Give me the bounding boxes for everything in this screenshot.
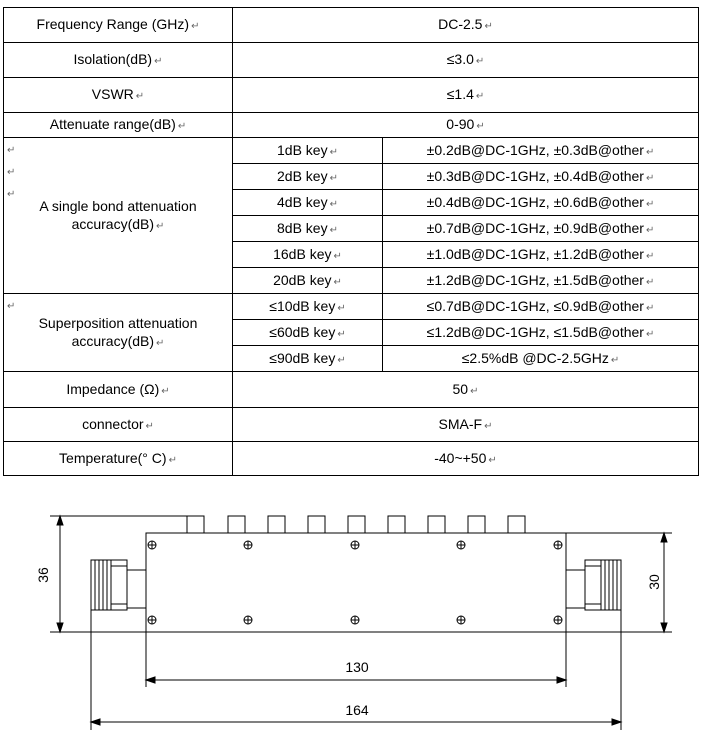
key-cell: 2dB key ↵ bbox=[233, 164, 383, 190]
connector-right bbox=[585, 560, 621, 610]
accuracy-cell: ≤0.7dB@DC-1GHz, ≤0.9dB@other ↵ bbox=[383, 294, 699, 320]
key-cell: 20dB key ↵ bbox=[233, 268, 383, 294]
screw-icon bbox=[351, 541, 359, 549]
table-row bbox=[4, 442, 699, 476]
single-bond-label-cell: ↵ ↵ ↵ A single bond attenuation accuracy(dB) ↵ bbox=[4, 138, 233, 294]
table-row bbox=[4, 372, 699, 408]
row-label: Attenuate range(dB) ↵ bbox=[4, 113, 233, 138]
screw-icon bbox=[244, 541, 252, 549]
row-label: Frequency Range (GHz) ↵ bbox=[4, 8, 233, 43]
key-button-outline bbox=[348, 516, 365, 533]
key-button-outline bbox=[468, 516, 485, 533]
row-label: Isolation(dB) ↵ bbox=[4, 43, 233, 78]
table-row bbox=[4, 8, 699, 43]
key-button-outline bbox=[268, 516, 285, 533]
row-label: connector ↵ bbox=[4, 408, 233, 442]
screw-icon bbox=[457, 616, 465, 624]
key-cell: 16dB key ↵ bbox=[233, 242, 383, 268]
key-cell: ≤10dB key ↵ bbox=[233, 294, 383, 320]
table-row bbox=[4, 138, 699, 164]
row-value: DC-2.5 ↵ bbox=[233, 8, 699, 43]
table-row bbox=[4, 43, 699, 78]
key-button-outline bbox=[388, 516, 405, 533]
accuracy-cell: ≤1.2dB@DC-1GHz, ≤1.5dB@other ↵ bbox=[383, 320, 699, 346]
accuracy-cell: ±1.0dB@DC-1GHz, ±1.2dB@other ↵ bbox=[383, 242, 699, 268]
table-row bbox=[4, 113, 699, 138]
key-button-outline bbox=[428, 516, 445, 533]
paragraph-marks: ↵ ↵ ↵ bbox=[7, 145, 16, 200]
screw-icon bbox=[148, 541, 156, 549]
row-value: 0-90 ↵ bbox=[233, 113, 699, 138]
key-button-outline bbox=[228, 516, 245, 533]
key-cell: ≤60dB key ↵ bbox=[233, 320, 383, 346]
accuracy-cell: ±0.4dB@DC-1GHz, ±0.6dB@other ↵ bbox=[383, 190, 699, 216]
screw-icon bbox=[457, 541, 465, 549]
superposition-label-cell: ↵ Superposition attenuation accuracy(dB) ↵ bbox=[4, 294, 233, 372]
attenuator-body bbox=[146, 533, 566, 632]
key-button-outline bbox=[308, 516, 325, 533]
screw-icon bbox=[351, 616, 359, 624]
screw-icon bbox=[554, 616, 562, 624]
accuracy-cell: ±0.7dB@DC-1GHz, ±0.9dB@other ↵ bbox=[383, 216, 699, 242]
row-label: Impedance (Ω) ↵ bbox=[4, 372, 233, 408]
dimension-label-164: 164 bbox=[345, 702, 369, 718]
dimension-label-30: 30 bbox=[646, 574, 662, 590]
row-value: -40~+50 ↵ bbox=[233, 442, 699, 476]
key-cell: ≤90dB key ↵ bbox=[233, 346, 383, 372]
row-value: ≤3.0 ↵ bbox=[233, 43, 699, 78]
screw-icon bbox=[148, 616, 156, 624]
table-row bbox=[4, 408, 699, 442]
connector-left bbox=[91, 560, 127, 610]
row-label: Temperature(° C) ↵ bbox=[4, 442, 233, 476]
accuracy-cell: ±0.3dB@DC-1GHz, ±0.4dB@other ↵ bbox=[383, 164, 699, 190]
table-row bbox=[4, 78, 699, 113]
key-button-outline bbox=[508, 516, 525, 533]
dimension-label-36: 36 bbox=[35, 567, 51, 583]
table-row bbox=[4, 294, 699, 320]
row-value: SMA-F ↵ bbox=[233, 408, 699, 442]
spec-table bbox=[3, 7, 699, 476]
accuracy-cell: ±1.2dB@DC-1GHz, ±1.5dB@other ↵ bbox=[383, 268, 699, 294]
connector-flange-right bbox=[566, 570, 585, 608]
mechanical-drawing bbox=[0, 490, 702, 745]
row-value: ≤1.4 ↵ bbox=[233, 78, 699, 113]
dimension-label-130: 130 bbox=[345, 659, 369, 675]
screw-icon bbox=[244, 616, 252, 624]
connector-flange-left bbox=[127, 570, 146, 608]
row-value: 50 ↵ bbox=[233, 372, 699, 408]
accuracy-cell: ±0.2dB@DC-1GHz, ±0.3dB@other ↵ bbox=[383, 138, 699, 164]
key-cell: 1dB key ↵ bbox=[233, 138, 383, 164]
key-cell: 8dB key ↵ bbox=[233, 216, 383, 242]
row-label: VSWR ↵ bbox=[4, 78, 233, 113]
key-cell: 4dB key ↵ bbox=[233, 190, 383, 216]
screw-icon bbox=[554, 541, 562, 549]
key-button-outline bbox=[187, 516, 204, 533]
accuracy-cell: ≤2.5%dB @DC-2.5GHz ↵ bbox=[383, 346, 699, 372]
paragraph-marks: ↵ bbox=[7, 301, 16, 312]
